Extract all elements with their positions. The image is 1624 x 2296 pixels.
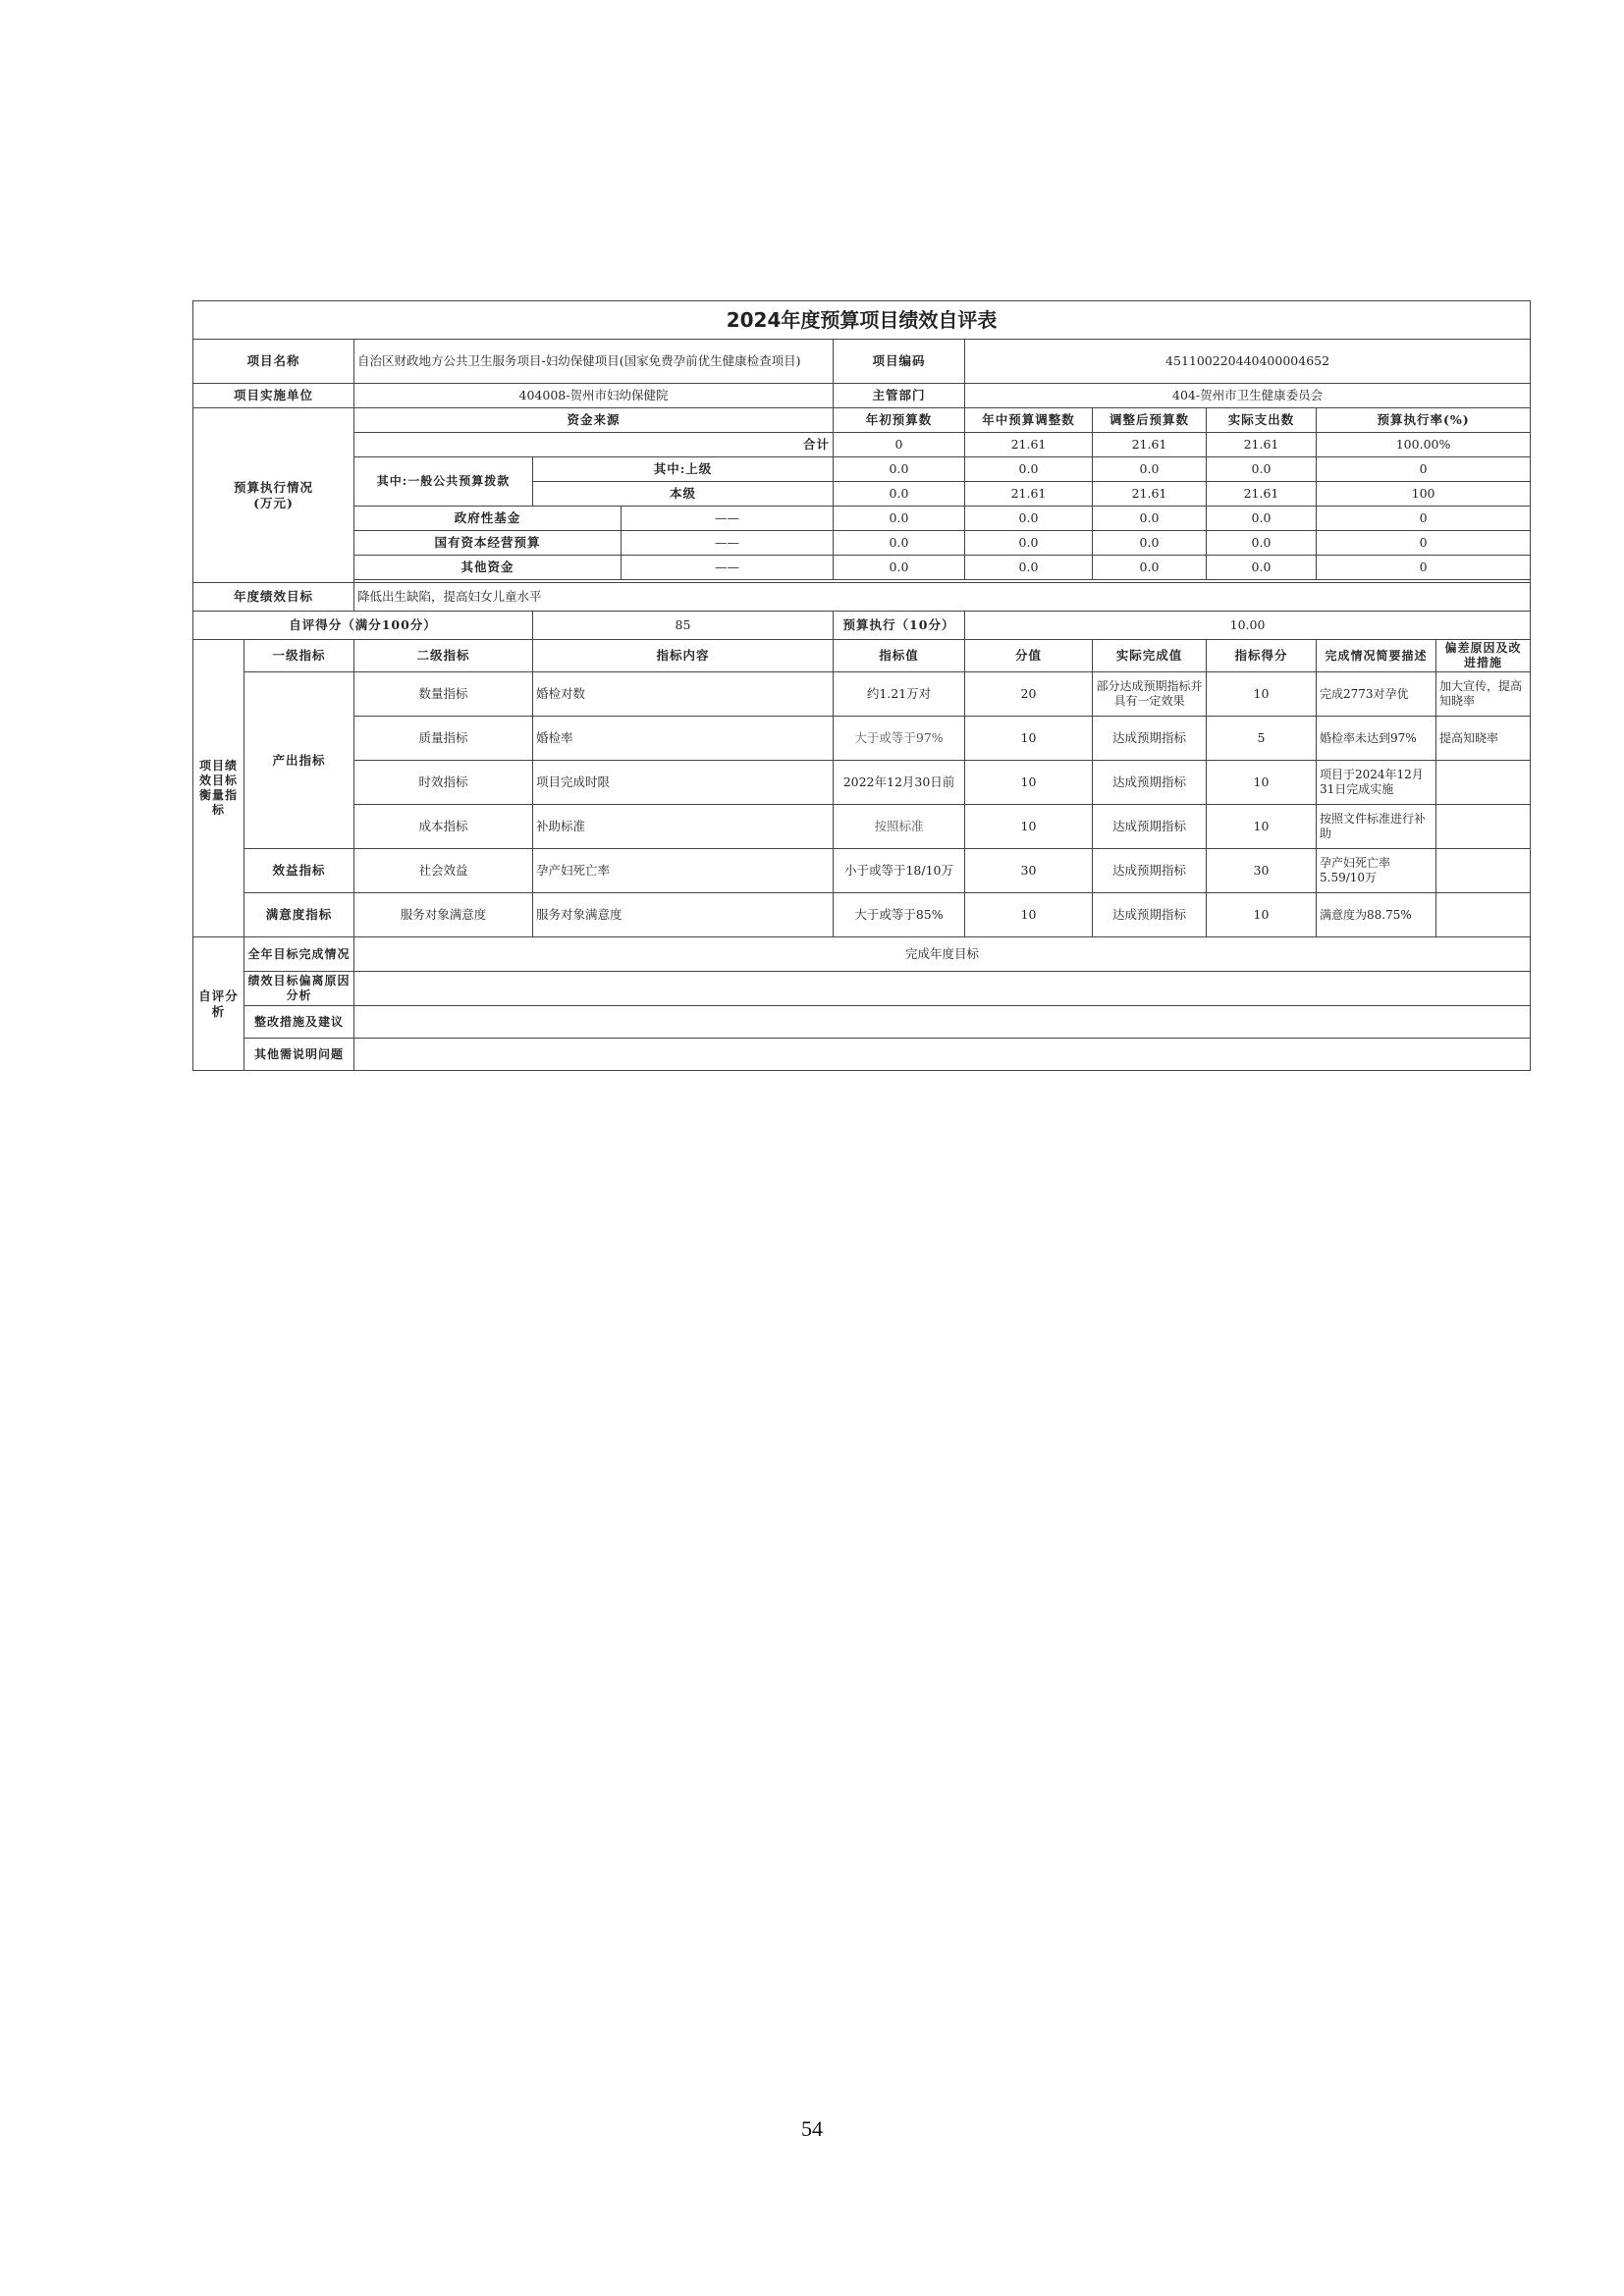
other-fund-actual: 0.0 [1207, 556, 1317, 580]
upper-adjusted: 0.0 [1093, 457, 1207, 482]
header-actual-value: 实际完成值 [1093, 640, 1207, 672]
table-row-desc: 完成2773对孕优 [1317, 672, 1436, 717]
header-score: 指标得分 [1207, 640, 1317, 672]
table-title: 2024年度预算项目绩效自评表 [193, 301, 1531, 340]
table-row-content: 婚检率 [533, 717, 834, 761]
table-row-actual: 达成预期指标 [1093, 849, 1207, 893]
project-unit-label: 项目实施单位 [193, 384, 354, 408]
analysis-row-label: 绩效目标偏离原因分析 [244, 972, 354, 1006]
benefit-indicator-label: 效益指标 [244, 849, 354, 893]
header-actual: 实际支出数 [1207, 408, 1317, 433]
table-row-score: 5 [1207, 717, 1317, 761]
table-row-actual: 达成预期指标 [1093, 717, 1207, 761]
analysis-row-value: 完成年度目标 [354, 937, 1531, 972]
other-fund-label: 其他资金 [354, 556, 622, 580]
budget-section-label: 预算执行情况 (万元) [193, 408, 354, 583]
total-label: 合计 [354, 433, 834, 457]
dept-label: 主管部门 [834, 384, 965, 408]
project-unit: 404008-贺州市妇幼保健院 [354, 384, 834, 408]
table-row-score: 10 [1207, 761, 1317, 805]
local-actual: 21.61 [1207, 482, 1317, 507]
state-capital-dash: —— [622, 531, 834, 556]
state-capital-rate: 0 [1317, 531, 1531, 556]
other-fund-adjusted: 0.0 [1093, 556, 1207, 580]
header-adjusted: 调整后预算数 [1093, 408, 1207, 433]
state-capital-initial: 0.0 [834, 531, 965, 556]
table-row-l2: 社会效益 [354, 849, 533, 893]
local-adjusted: 21.61 [1093, 482, 1207, 507]
header-l1: 一级指标 [244, 640, 354, 672]
table-row-reason: 加大宣传，提高知晓率 [1436, 672, 1531, 717]
budget-exec-value: 10.00 [965, 612, 1531, 640]
table-row-actual: 达成预期指标 [1093, 893, 1207, 937]
table-row-l2: 成本指标 [354, 805, 533, 849]
header-content: 指标内容 [533, 640, 834, 672]
header-l2: 二级指标 [354, 640, 533, 672]
gov-fund-initial: 0.0 [834, 507, 965, 531]
general-budget-label: 其中:一般公共预算拨款 [354, 457, 533, 507]
header-rate: 预算执行率(%) [1317, 408, 1531, 433]
table-row-desc: 项目于2024年12月31日完成实施 [1317, 761, 1436, 805]
upper-adjust: 0.0 [965, 457, 1093, 482]
table-row-content: 项目完成时限 [533, 761, 834, 805]
table-row-target: 2022年12月30日前 [834, 761, 965, 805]
analysis-row-value [354, 1039, 1531, 1071]
table-row-score: 10 [1207, 893, 1317, 937]
upper-label: 其中:上级 [533, 457, 834, 482]
header-fund-source: 资金来源 [354, 408, 834, 433]
analysis-row-label: 整改措施及建议 [244, 1006, 354, 1039]
analysis-row-label: 其他需说明问题 [244, 1039, 354, 1071]
table-row-l2: 服务对象满意度 [354, 893, 533, 937]
table-row-l2: 数量指标 [354, 672, 533, 717]
output-indicator-label: 产出指标 [244, 672, 354, 849]
state-capital-adjusted: 0.0 [1093, 531, 1207, 556]
table-row-score: 30 [1207, 849, 1317, 893]
gov-fund-adjust: 0.0 [965, 507, 1093, 531]
annual-goal-label: 年度绩效目标 [193, 583, 354, 612]
analysis-row-value [354, 1006, 1531, 1039]
header-adjust: 年中预算调整数 [965, 408, 1093, 433]
table-row-points: 30 [965, 849, 1093, 893]
gov-fund-rate: 0 [1317, 507, 1531, 531]
other-fund-adjust: 0.0 [965, 556, 1093, 580]
table-row-content: 孕产妇死亡率 [533, 849, 834, 893]
table-row-desc: 婚检率未达到97% [1317, 717, 1436, 761]
table-row-content: 服务对象满意度 [533, 893, 834, 937]
total-rate: 100.00% [1317, 433, 1531, 457]
state-capital-actual: 0.0 [1207, 531, 1317, 556]
table-row-reason [1436, 849, 1531, 893]
budget-exec-label: 预算执行（10分） [834, 612, 965, 640]
other-fund-initial: 0.0 [834, 556, 965, 580]
indicators-section-label: 项目绩效目标衡量指标 [193, 640, 244, 937]
table-row-points: 10 [965, 761, 1093, 805]
table-row-target: 小于或等于18/10万 [834, 849, 965, 893]
local-adjust: 21.61 [965, 482, 1093, 507]
evaluation-table [192, 300, 1531, 1071]
state-capital-label: 国有资本经营预算 [354, 531, 622, 556]
header-desc: 完成情况简要描述 [1317, 640, 1436, 672]
project-code: 451100220440400004652 [965, 340, 1531, 384]
header-reason: 偏差原因及改进措施 [1436, 640, 1531, 672]
header-target: 指标值 [834, 640, 965, 672]
analysis-row-value [354, 972, 1531, 1006]
analysis-section-label: 自评分析 [193, 937, 244, 1071]
table-row-content: 补助标准 [533, 805, 834, 849]
table-row-target: 约1.21万对 [834, 672, 965, 717]
table-row-score: 10 [1207, 672, 1317, 717]
upper-rate: 0 [1317, 457, 1531, 482]
project-code-label: 项目编码 [834, 340, 965, 384]
total-initial: 0 [834, 433, 965, 457]
gov-fund-actual: 0.0 [1207, 507, 1317, 531]
table-row-points: 10 [965, 717, 1093, 761]
total-adjust: 21.61 [965, 433, 1093, 457]
table-row-points: 20 [965, 672, 1093, 717]
upper-initial: 0.0 [834, 457, 965, 482]
analysis-row-label: 全年目标完成情况 [244, 937, 354, 972]
table-row-points: 10 [965, 893, 1093, 937]
table-row-reason: 提高知晓率 [1436, 717, 1531, 761]
table-row-actual: 达成预期指标 [1093, 805, 1207, 849]
table-row-reason [1436, 893, 1531, 937]
table-row-l2: 时效指标 [354, 761, 533, 805]
table-row-points: 10 [965, 805, 1093, 849]
score-value: 85 [533, 612, 834, 640]
table-row-content: 婚检对数 [533, 672, 834, 717]
table-row-target: 大于或等于85% [834, 893, 965, 937]
total-actual: 21.61 [1207, 433, 1317, 457]
local-rate: 100 [1317, 482, 1531, 507]
page-number: 54 [801, 2116, 823, 2141]
table-row-desc: 满意度为88.75% [1317, 893, 1436, 937]
upper-actual: 0.0 [1207, 457, 1317, 482]
table-row-target: 按照标准 [834, 805, 965, 849]
gov-fund-adjusted: 0.0 [1093, 507, 1207, 531]
other-fund-dash: —— [622, 556, 834, 580]
total-adjusted: 21.61 [1093, 433, 1207, 457]
local-label: 本级 [533, 482, 834, 507]
performance-evaluation-sheet [192, 300, 1530, 1071]
score-label: 自评得分（满分100分） [193, 612, 533, 640]
table-row-desc: 孕产妇死亡率5.59/10万 [1317, 849, 1436, 893]
table-row-actual: 部分达成预期指标并具有一定效果 [1093, 672, 1207, 717]
table-row-desc: 按照文件标准进行补助 [1317, 805, 1436, 849]
local-initial: 0.0 [834, 482, 965, 507]
table-row-reason [1436, 805, 1531, 849]
table-row-actual: 达成预期指标 [1093, 761, 1207, 805]
gov-fund-label: 政府性基金 [354, 507, 622, 531]
header-initial: 年初预算数 [834, 408, 965, 433]
table-row-reason [1436, 761, 1531, 805]
project-name: 自治区财政地方公共卫生服务项目-妇幼保健项目(国家免费孕前优生健康检查项目) [354, 340, 834, 384]
header-points: 分值 [965, 640, 1093, 672]
table-row-target: 大于或等于97% [834, 717, 965, 761]
satisfaction-indicator-label: 满意度指标 [244, 893, 354, 937]
annual-goal: 降低出生缺陷，提高妇女儿童水平 [354, 583, 1531, 612]
table-row-score: 10 [1207, 805, 1317, 849]
gov-fund-dash: —— [622, 507, 834, 531]
project-name-label: 项目名称 [193, 340, 354, 384]
state-capital-adjust: 0.0 [965, 531, 1093, 556]
table-row-l2: 质量指标 [354, 717, 533, 761]
dept: 404-贺州市卫生健康委员会 [965, 384, 1531, 408]
other-fund-rate: 0 [1317, 556, 1531, 580]
